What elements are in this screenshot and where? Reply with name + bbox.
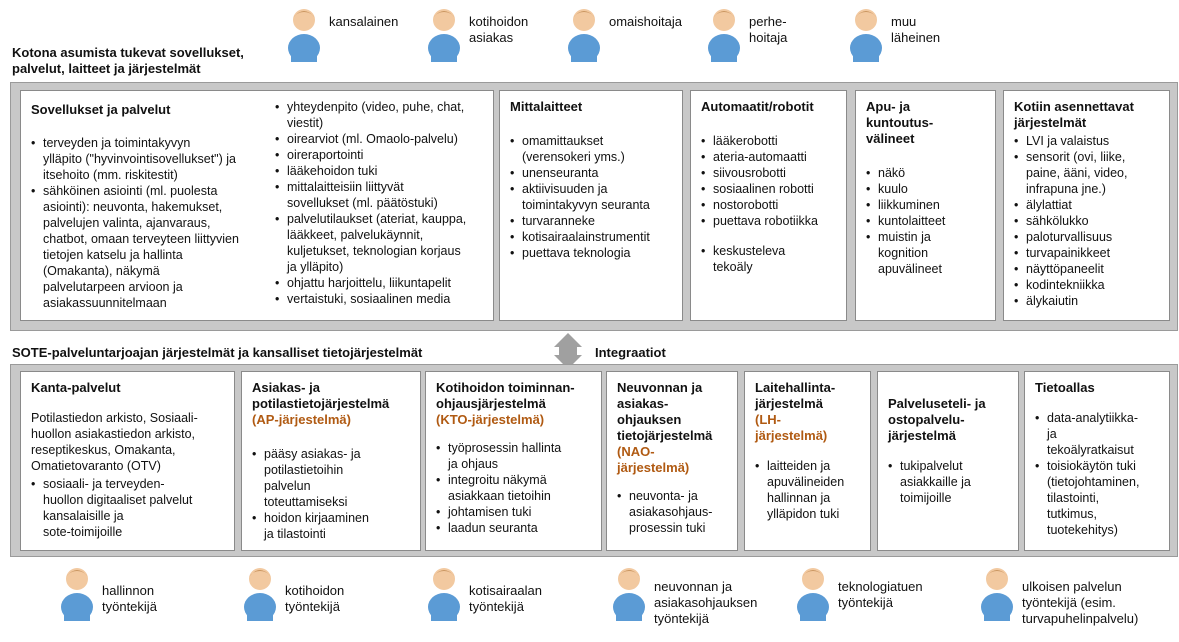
box-lh [744,371,871,551]
list-item: • LVI ja valaistus [1014,133,1163,149]
person-icon [707,6,741,62]
person-icon [287,6,321,62]
person-label: teknologiatuen työntekijä [838,579,923,610]
box-kto [425,371,602,551]
box-automaatit [690,90,847,321]
list-item: • turvapainikkeet [1014,245,1163,261]
list-item: • integroitu näkymä asiakkaan tietoihin [436,472,595,504]
list-item: • näyttöpaneelit [1014,261,1163,277]
list-item: • vertaistuki, sosiaalinen media [275,291,493,307]
box-subtitle: (LH- järjestelmä) [755,412,828,443]
box-subtitle: (KTO-järjestelmä) [436,412,545,427]
list-item: • kuntolaitteet [866,213,989,229]
list-item: • laitteiden ja apuvälineiden hallinnan ja ylläpidon tuki [755,458,864,522]
box-title: Mittalaitteet [510,99,583,114]
person-label: omaishoitaja [609,14,682,29]
integraatiot-label: Integraatiot [595,345,666,360]
person-perhehoitaja [707,6,787,62]
box-title: Automaatit/robotit [701,99,814,114]
person-label: muu läheinen [891,14,941,45]
box-nao [606,371,738,551]
list-item: • laadun seuranta [436,520,595,536]
box-tietoallas [1024,371,1170,551]
person-label: kotihoidon asiakas [469,14,529,45]
box-kotiin [1003,90,1170,321]
list-item: • kotisairaalainstrumentit [510,229,676,245]
middle-heading: SOTE-palveluntarjoajan järjestelmät ja kansalliset tietojärjestelmät [12,345,423,360]
list-item: • unenseuranta [510,165,676,181]
list-item: • sosiaalinen robotti [701,181,840,197]
box-text: Potilastiedon arkisto, Sosiaali- huollon asiakastiedon arkisto, reseptikeskus, Omakanta, Omatietovaranto (OTV) [31,411,198,473]
person-omaishoitaja [567,6,682,62]
box-subtitle: (AP-järjestelmä) [252,412,351,427]
list-item: • data-analytiikka- ja tekoälyratkaisut [1035,410,1163,458]
person-label: kotisairaalan työntekijä [469,583,542,614]
list-item: • kuulo [866,181,989,197]
box-title: Kotiin asennettavat järjestelmät [1014,99,1134,130]
box-title: Sovellukset ja palvelut [31,102,171,117]
list-item: • tukipalvelut asiakkaille ja toimijoille [888,458,1012,506]
list-item: • omamittaukset (verensokeri yms.) [510,133,676,165]
list-item: • puettava teknologia [510,245,676,261]
person-kansalainen [287,6,398,62]
list-item: • palvelutilaukset (ateriat, kauppa, lääkkeet, palvelukäynnit, kuljetukset, teknologian korjaus ja ylläpito) [275,211,493,275]
person-label: perhe- hoitaja [749,14,788,45]
box-kanta [20,371,235,551]
list-item: • kodintekniikka [1014,277,1163,293]
list-item: • turvaranneke [510,213,676,229]
person-label: kansalainen [329,14,399,29]
person-label: neuvonnan ja asiakasohjauksen työntekijä [654,579,758,626]
person-label: kotihoidon työntekijä [285,583,345,614]
list-item: • johtamisen tuki [436,504,595,520]
list-item: • näkö [866,165,989,181]
person-neuvonnan-tyontekija [612,565,757,627]
person-kotihoidon-asiakas [427,6,528,62]
person-label: hallinnon työntekijä [102,583,157,614]
list-item: • terveyden ja toimintakyvyn ylläpito ("hyvinvointisovellukset") ja itsehoito (mm. riskitestit) [31,135,271,183]
list-item: • pääsy asiakas- ja potilastietoihin palvelun toteuttamiseksi [252,446,414,510]
list-item: • lääkerobotti [701,133,840,149]
list-item: • neuvonta- ja asiakasohjaus- prosessin tuki [617,488,731,536]
person-icon [849,6,883,62]
list-item: • aktiivisuuden ja toimintakyvyn seuranta [510,181,676,213]
person-icon [60,565,94,621]
list-item: • keskusteleva tekoäly [701,243,840,275]
person-icon [612,565,646,621]
box-title: Kanta-palvelut [31,380,121,395]
list-item: • yhteydenpito (video, puhe, chat, viestit) [275,99,493,131]
list-item: • ohjattu harjoittelu, liikuntapelit [275,275,493,291]
box-title: Apu- ja kuntoutus- välineet [866,99,934,146]
box-palveluseteli [877,371,1019,551]
list-item: • sosiaali- ja terveyden- huollon digitaaliset palvelut kansalaisille ja sote-toimijoille [31,476,228,540]
person-icon [567,6,601,62]
box-sovellukset [20,90,494,321]
list-item: • älylattiat [1014,197,1163,213]
box-title: Neuvonnan ja asiakas- ohjauksen tietojärjestelmä [617,380,713,443]
person-icon [243,565,277,621]
list-item: • sähkölukko [1014,213,1163,229]
list-item: • hoidon kirjaaminen ja tilastointi [252,510,414,542]
person-icon [427,565,461,621]
list-item: • ateria-automaatti [701,149,840,165]
person-teknologiatuen-tyontekija [796,565,923,621]
person-muu-laheinen [849,6,940,62]
list-item: • liikkuminen [866,197,989,213]
box-title: Tietoallas [1035,380,1095,395]
list-item: • toisiokäytön tuki (tietojohtaminen, tilastointi, tutkimus, tuotekehitys) [1035,458,1163,538]
person-label: ulkoisen palvelun työntekijä (esim. turvapuhelinpalvelu) [1022,579,1139,626]
box-ap [241,371,421,551]
list-item: • nostorobotti [701,197,840,213]
list-item: • oirearviot (ml. Omaolo-palvelu) [275,131,493,147]
box-mittalaitteet [499,90,683,321]
person-kotisairaalan-tyontekija [427,565,542,621]
list-item: • oireraportointi [275,147,493,163]
box-subtitle: (NAO- järjestelmä) [617,444,690,475]
list-item: • sensorit (ovi, liike, paine, ääni, video, infrapuna jne.) [1014,149,1163,197]
person-kotihoidon-tyontekija [243,565,344,621]
person-icon [796,565,830,621]
box-title: Asiakas- ja potilastietojärjestelmä [252,380,390,411]
list-item: • muistin ja kognition apuvälineet [866,229,989,277]
list-item: • lääkehoidon tuki [275,163,493,179]
box-title: Kotihoidon toiminnan- ohjausjärjestelmä [436,380,575,411]
person-ulkoisen-palvelun-tyontekija [980,565,1138,627]
list-item: • sähköinen asiointi (ml. puolesta asiointi): neuvonta, hakemukset, palvelujen valinta, ajanvaraus, chatbot, omaan terveyteen liittyvien tietojen katselu ja hallinta (Omakanta), näkymä palvelutarpeen arvioon ja asiakassuunnitelmaan [31,183,271,311]
box-title: Laitehallinta- järjestelmä [755,380,836,411]
list-item: • paloturvallisuus [1014,229,1163,245]
person-icon [980,565,1014,621]
list-item: • älykaiutin [1014,293,1163,309]
box-apu [855,90,996,321]
list-item: • puettava robotiikka [701,213,840,229]
box-title: Palveluseteli- ja ostopalvelu- järjestelmä [888,396,986,443]
list-item: • työprosessin hallinta ja ohjaus [436,440,595,472]
person-hallinnon-tyontekija [60,565,157,621]
top-heading: Kotona asumista tukevat sovellukset, palvelut, laitteet ja järjestelmät [12,45,244,76]
person-icon [427,6,461,62]
list-item: • siivousrobotti [701,165,840,181]
list-item: • mittalaitteisiin liittyvät sovellukset (ml. päätöstuki) [275,179,493,211]
